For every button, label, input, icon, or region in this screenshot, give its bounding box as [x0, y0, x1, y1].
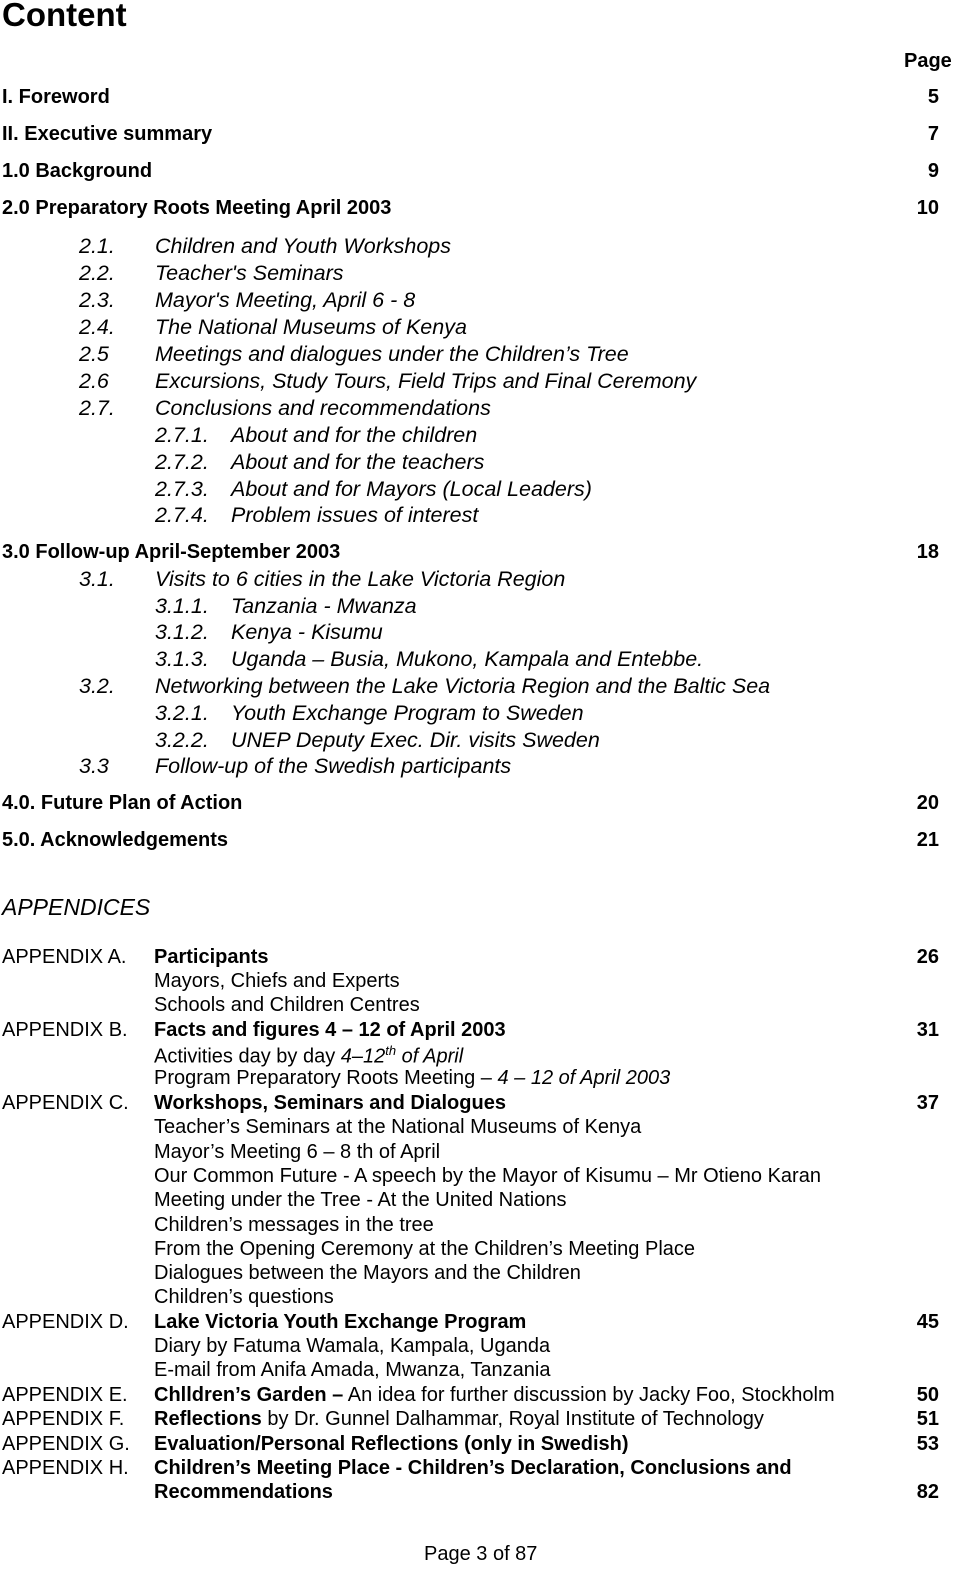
- subentry-text: UNEP Deputy Exec. Dir. visits Sweden: [231, 728, 600, 752]
- appendix-line: Mayors, Chiefs and Experts: [154, 970, 400, 992]
- toc-subentry[interactable]: [0, 674, 900, 700]
- appendix-f[interactable]: [0, 1408, 960, 1432]
- page-column-header: Page: [904, 50, 952, 72]
- toc-subentry[interactable]: [0, 647, 900, 673]
- subentry-text: Teacher's Seminars: [155, 261, 344, 285]
- appendix-code: APPENDIX A.: [2, 946, 127, 968]
- entry-page: 5: [927, 86, 939, 108]
- appendix-code: APPENDIX C.: [2, 1092, 129, 1114]
- appendix-line: From the Opening Ceremony at the Children’s Meeting Place: [154, 1238, 696, 1260]
- subentry-number: 2.7.1.: [155, 423, 209, 447]
- appendix-code: APPENDIX B.: [2, 1019, 128, 1041]
- subentry-number: 2.2.: [79, 261, 115, 285]
- appendix-e[interactable]: [0, 1384, 960, 1408]
- subentry-number: 3.3: [79, 754, 109, 778]
- appendix-g[interactable]: [0, 1433, 960, 1457]
- appendix-title: Children’s Meeting Place - Children’s Declaration, Conclusions and: [154, 1457, 792, 1479]
- appendix-line: Children’s messages in the tree: [154, 1214, 434, 1236]
- page-title: Content: [2, 0, 127, 33]
- entry-label: II. Executive summary: [2, 123, 213, 145]
- toc-subentry[interactable]: [0, 315, 900, 341]
- subentry-text: Conclusions and recommendations: [155, 396, 491, 420]
- appendix-title: Reflections: [154, 1408, 262, 1430]
- line-text: Program Preparatory Roots Meeting –: [154, 1067, 498, 1089]
- subentry-number: 2.5: [79, 342, 109, 366]
- appendix-line: Schools and Children Centres: [154, 994, 420, 1016]
- entry-label: 5.0. Acknowledgements: [2, 829, 228, 851]
- subentry-number: 3.2.: [79, 674, 115, 698]
- subentry-text: The National Museums of Kenya: [155, 315, 467, 339]
- entry-page: 7: [927, 123, 939, 145]
- entry-page: 10: [916, 197, 939, 219]
- entry-page: 20: [916, 792, 939, 814]
- subentry-text: Networking between the Lake Victoria Region and the Baltic Sea: [155, 674, 771, 698]
- subentry-number: 3.1.1.: [155, 594, 209, 618]
- toc-subentry[interactable]: [0, 234, 900, 260]
- appendix-title: Lake Victoria Youth Exchange Program: [154, 1311, 527, 1333]
- appendix-code: APPENDIX F.: [2, 1408, 125, 1430]
- appendix-page: 53: [916, 1433, 939, 1455]
- subentry-text: Visits to 6 cities in the Lake Victoria Region: [155, 567, 566, 591]
- appendix-code: APPENDIX E.: [2, 1384, 128, 1406]
- toc-subentry[interactable]: [0, 396, 900, 422]
- line-text: Activities day by day: [154, 1045, 341, 1068]
- appendix-line: [154, 1043, 463, 1069]
- appendix-line: Diary by Fatuma Wamala, Kampala, Uganda: [154, 1335, 551, 1357]
- subentry-number: 3.1.2.: [155, 620, 209, 644]
- line-month: of April: [396, 1045, 464, 1068]
- entry-label: 1.0 Background: [2, 160, 153, 182]
- appendix-title: Participants: [154, 946, 269, 968]
- toc-subentry[interactable]: [0, 701, 900, 727]
- toc-entry-foreword[interactable]: [0, 86, 960, 110]
- toc-entry-acknowledgements[interactable]: [0, 829, 960, 853]
- subentry-number: 2.7.3.: [155, 477, 209, 501]
- appendix-subtitle: An idea for further discussion by Jacky Foo, Stockholm: [343, 1384, 835, 1406]
- subentry-number: 2.1.: [79, 234, 115, 258]
- appendix-d[interactable]: [0, 1311, 960, 1335]
- subentry-text: Uganda – Busia, Mukono, Kampala and Entebbe.: [231, 647, 704, 671]
- entry-page: 21: [916, 829, 939, 851]
- page-footer: Page 3 of 87: [424, 1543, 538, 1565]
- toc-subentry[interactable]: [0, 477, 900, 503]
- subentry-text: About and for the children: [231, 423, 478, 447]
- appendix-page: 82: [916, 1481, 939, 1503]
- toc-entry-future-plan[interactable]: [0, 792, 960, 816]
- subentry-text: About and for Mayors (Local Leaders): [231, 477, 592, 501]
- subentry-number: 3.1.3.: [155, 647, 209, 671]
- line-dates: 4–12: [340, 1045, 386, 1068]
- subentry-text: Meetings and dialogues under the Children’s Tree: [155, 342, 629, 366]
- appendix-c[interactable]: [0, 1092, 960, 1116]
- toc-subentry[interactable]: [0, 423, 900, 449]
- appendix-title: Workshops, Seminars and Dialogues: [154, 1092, 506, 1114]
- appendix-title-cont: Recommendations: [154, 1481, 333, 1503]
- subentry-text: Children and Youth Workshops: [155, 234, 452, 258]
- subentry-text: Youth Exchange Program to Sweden: [231, 701, 584, 725]
- line-dates: 4 – 12 of April 2003: [497, 1067, 671, 1089]
- entry-label: 3.0 Follow-up April-September 2003: [2, 541, 341, 563]
- subentry-text: Follow-up of the Swedish participants: [155, 754, 512, 778]
- entry-label: 2.0 Preparatory Roots Meeting April 2003: [2, 197, 392, 219]
- appendix-code: APPENDIX H.: [2, 1457, 129, 1479]
- line-sup: th: [385, 1043, 397, 1058]
- appendix-title: Evaluation/Personal Reflections (only in Swedish): [154, 1433, 629, 1455]
- appendix-page: 26: [916, 946, 939, 968]
- appendix-a[interactable]: [0, 946, 960, 970]
- subentry-number: 3.2.2.: [155, 728, 209, 752]
- appendices-heading: APPENDICES: [2, 894, 151, 920]
- appendix-code: APPENDIX G.: [2, 1433, 130, 1455]
- entry-page: 18: [916, 541, 939, 563]
- toc-entry-executive-summary[interactable]: [0, 123, 960, 147]
- appendix-page: 37: [916, 1092, 939, 1114]
- entry-label: 4.0. Future Plan of Action: [2, 792, 243, 814]
- appendix-title: Facts and figures 4 – 12 of April 2003: [154, 1019, 506, 1041]
- subentry-number: 3.1.: [79, 567, 115, 591]
- toc-subentry[interactable]: [0, 369, 900, 395]
- toc-subentry[interactable]: [0, 620, 900, 646]
- toc-subentry[interactable]: [0, 288, 900, 314]
- subentry-number: 3.2.1.: [155, 701, 209, 725]
- appendix-page: 51: [916, 1408, 939, 1430]
- subentry-number: 2.4.: [79, 315, 115, 339]
- toc-entry-follow-up[interactable]: [0, 541, 960, 565]
- subentry-number: 2.3.: [79, 288, 115, 312]
- appendix-page: 45: [916, 1311, 939, 1333]
- appendix-line: E-mail from Anifa Amada, Mwanza, Tanzania: [154, 1359, 551, 1381]
- toc-subentry[interactable]: [0, 261, 900, 287]
- subentry-text: About and for the teachers: [231, 450, 485, 474]
- toc-subentry[interactable]: [0, 754, 900, 780]
- appendix-title: Chlldren’s Garden –: [154, 1384, 344, 1406]
- appendix-h[interactable]: [0, 1457, 960, 1505]
- toc-subentry[interactable]: [0, 728, 900, 754]
- subentry-text: Excursions, Study Tours, Field Trips and Final Ceremony: [155, 369, 697, 393]
- appendix-subtitle: by Dr. Gunnel Dalhammar, Royal Institute of Technology: [261, 1408, 764, 1430]
- appendix-page: 31: [916, 1019, 939, 1041]
- subentry-text: Kenya - Kisumu: [231, 620, 383, 644]
- toc-entry-background[interactable]: [0, 160, 960, 184]
- appendix-line: Meeting under the Tree - At the United Nations: [154, 1189, 567, 1211]
- subentry-text: Tanzania - Mwanza: [231, 594, 417, 618]
- appendix-line: Children’s questions: [154, 1286, 334, 1308]
- appendix-line: Teacher’s Seminars at the National Museums of Kenya: [154, 1116, 642, 1138]
- appendix-line: Dialogues between the Mayors and the Children: [154, 1262, 581, 1284]
- subentry-number: 2.7.4.: [155, 503, 209, 527]
- toc-subentry[interactable]: [0, 503, 900, 529]
- appendix-line: Mayor’s Meeting 6 – 8 th of April: [154, 1141, 441, 1163]
- appendix-line: [154, 1067, 670, 1090]
- entry-label: I. Foreword: [2, 86, 110, 108]
- subentry-number: 2.6: [79, 369, 109, 393]
- toc-subentry[interactable]: [0, 342, 900, 368]
- subentry-number: 2.7.2.: [155, 450, 209, 474]
- appendix-line: Our Common Future - A speech by the Mayor of Kisumu – Mr Otieno Karan: [154, 1165, 821, 1187]
- toc-subentry[interactable]: [0, 450, 900, 476]
- toc-entry-preparatory-meeting[interactable]: [0, 197, 960, 221]
- toc-subentry[interactable]: [0, 567, 900, 593]
- entry-page: 9: [927, 160, 939, 182]
- appendix-code: APPENDIX D.: [2, 1311, 129, 1333]
- toc-subentry[interactable]: [0, 594, 900, 620]
- appendix-page: 50: [916, 1384, 939, 1406]
- subentry-number: 2.7.: [79, 396, 115, 420]
- appendix-b[interactable]: [0, 1019, 960, 1043]
- subentry-text: Mayor's Meeting, April 6 - 8: [155, 288, 416, 312]
- subentry-text: Problem issues of interest: [231, 503, 479, 527]
